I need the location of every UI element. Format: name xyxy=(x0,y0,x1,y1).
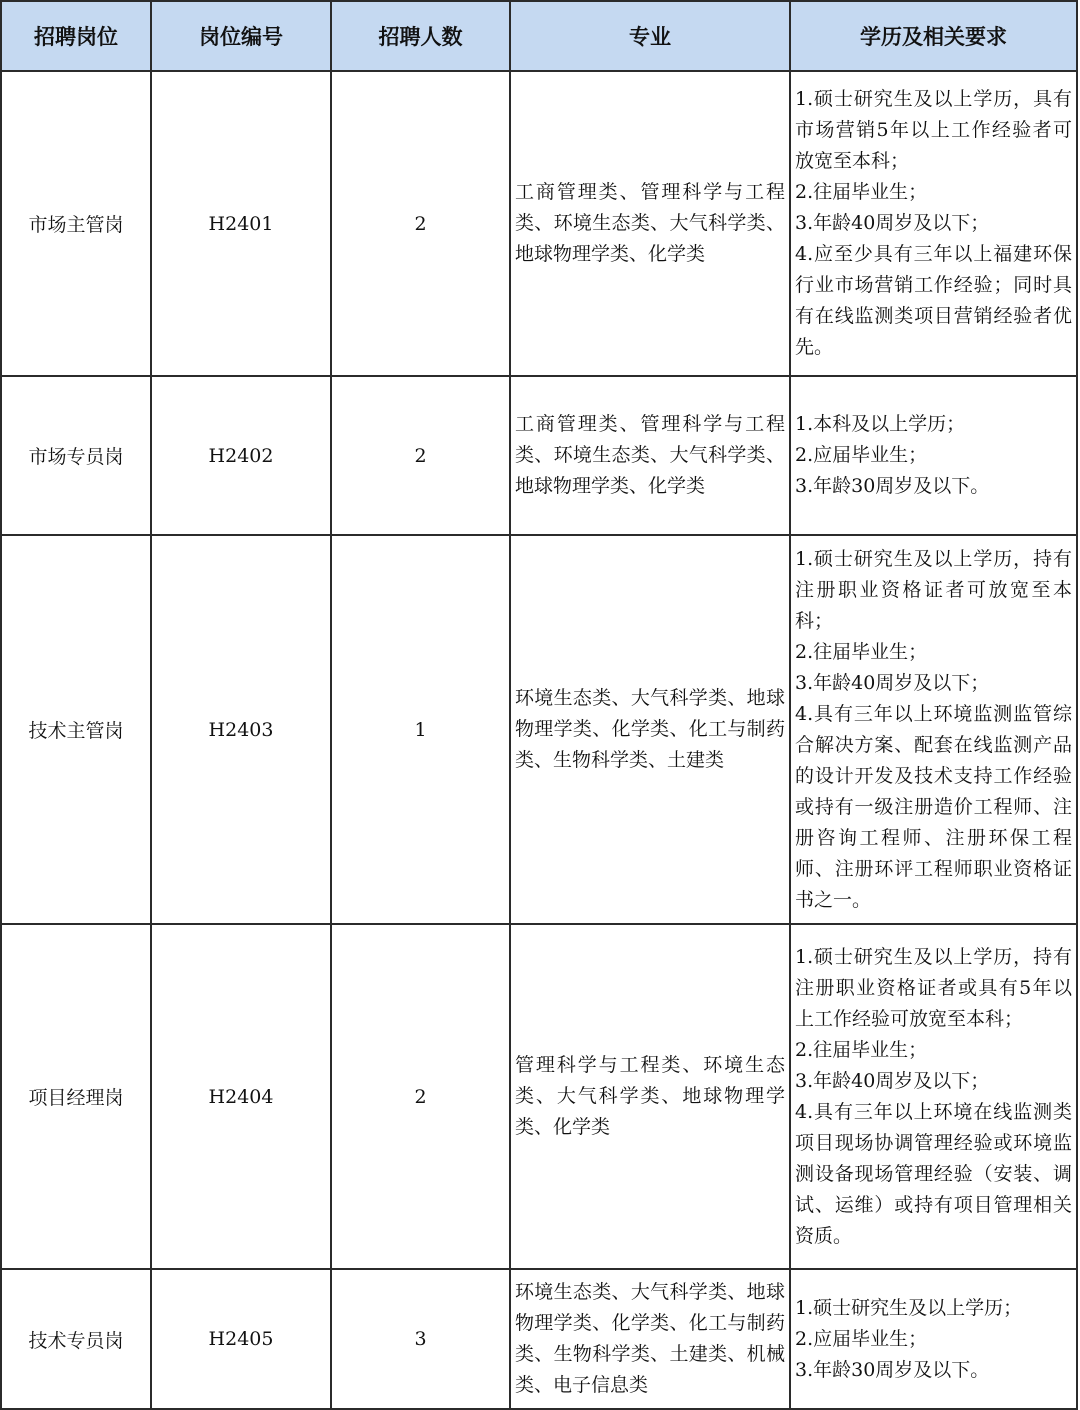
requirement-item: 3.年龄30周岁及以下。 xyxy=(795,1358,990,1381)
requirement-item: 3.年龄30周岁及以下。 xyxy=(795,475,990,497)
majors-cell: 环境生态类、大气科学类、地球物理学类、化学类、化工与制药类、生物科学类、土建类 xyxy=(510,535,790,924)
count-cell: 1 xyxy=(331,535,510,924)
requirement-item: 1.硕士研究生及以上学历； xyxy=(795,1296,1023,1319)
table-row xyxy=(1,924,1077,1269)
requirement-item: 1.硕士研究生及以上学历，持有注册职业资格证者或具有5年以上工作经验可放宽至本科； xyxy=(795,945,1072,1030)
majors-cell: 管理科学与工程类、环境生态类、大气科学类、地球物理学类、化学类 xyxy=(510,924,790,1269)
requirement-item: 4.具有三年以上环境在线监测类项目现场协调管理经验或环境监测设备现场管理经验（安装、调试、运维）或持有项目管理相关资质。 xyxy=(795,1100,1072,1247)
majors-cell: 工商管理类、管理科学与工程类、环境生态类、大气科学类、地球物理学类、化学类 xyxy=(510,71,790,376)
requirements-cell xyxy=(790,71,1077,376)
requirement-item: 2.应届毕业生； xyxy=(795,1327,928,1350)
code-cell: H2402 xyxy=(151,376,331,535)
header-requirements: 学历及相关要求 xyxy=(790,1,1077,71)
count-cell: 2 xyxy=(331,924,510,1269)
table-row xyxy=(1,376,1077,535)
header-position: 招聘岗位 xyxy=(1,1,151,71)
count-cell: 3 xyxy=(331,1269,510,1409)
requirement-item: 1.硕士研究生及以上学历，具有市场营销5年以上工作经验者可放宽至本科； xyxy=(795,88,1072,172)
requirement-item: 1.本科及以上学历； xyxy=(795,413,966,435)
position-cell: 项目经理岗 xyxy=(1,924,151,1269)
count-cell: 2 xyxy=(331,376,510,535)
code-cell: H2401 xyxy=(151,71,331,376)
requirement-item: 4.具有三年以上环境监测监管综合解决方案、配套在线监测产品的设计开发及技术支持工作经验或持有一级注册造价工程师、注册咨询工程师、注册环保工程师、注册环评工程师职业资格证书之一。 xyxy=(795,702,1072,911)
requirements-cell xyxy=(790,376,1077,535)
table-row xyxy=(1,1269,1077,1409)
table-row xyxy=(1,535,1077,924)
code-cell: H2403 xyxy=(151,535,331,924)
code-cell: H2404 xyxy=(151,924,331,1269)
requirement-item: 4.应至少具有三年以上福建环保行业市场营销工作经验；同时具有在线监测类项目营销经验者优先。 xyxy=(795,243,1072,358)
table-row xyxy=(1,71,1077,376)
requirement-item: 3.年龄40周岁及以下； xyxy=(795,1069,990,1092)
requirements-cell xyxy=(790,924,1077,1269)
position-cell: 技术专员岗 xyxy=(1,1269,151,1409)
position-cell: 市场主管岗 xyxy=(1,71,151,376)
requirements-cell xyxy=(790,1269,1077,1409)
count-cell: 2 xyxy=(331,71,510,376)
position-cell: 市场专员岗 xyxy=(1,376,151,535)
majors-cell: 环境生态类、大气科学类、地球物理学类、化学类、化工与制药类、生物科学类、土建类、机械类、电子信息类 xyxy=(510,1269,790,1409)
requirements-cell xyxy=(790,535,1077,924)
requirement-item: 2.往届毕业生； xyxy=(795,181,928,203)
requirement-item: 2.往届毕业生； xyxy=(795,1038,928,1061)
position-cell: 技术主管岗 xyxy=(1,535,151,924)
code-cell: H2405 xyxy=(151,1269,331,1409)
header-majors: 专业 xyxy=(510,1,790,71)
majors-cell: 工商管理类、管理科学与工程类、环境生态类、大气科学类、地球物理学类、化学类 xyxy=(510,376,790,535)
header-row xyxy=(1,1,1077,71)
requirement-item: 3.年龄40周岁及以下； xyxy=(795,671,990,694)
requirement-item: 2.往届毕业生； xyxy=(795,640,928,663)
header-count: 招聘人数 xyxy=(331,1,510,71)
requirement-item: 2.应届毕业生； xyxy=(795,444,928,466)
requirement-item: 1.硕士研究生及以上学历，持有注册职业资格证者可放宽至本科； xyxy=(795,547,1072,632)
requirement-item: 3.年龄40周岁及以下； xyxy=(795,212,990,234)
header-code: 岗位编号 xyxy=(151,1,331,71)
